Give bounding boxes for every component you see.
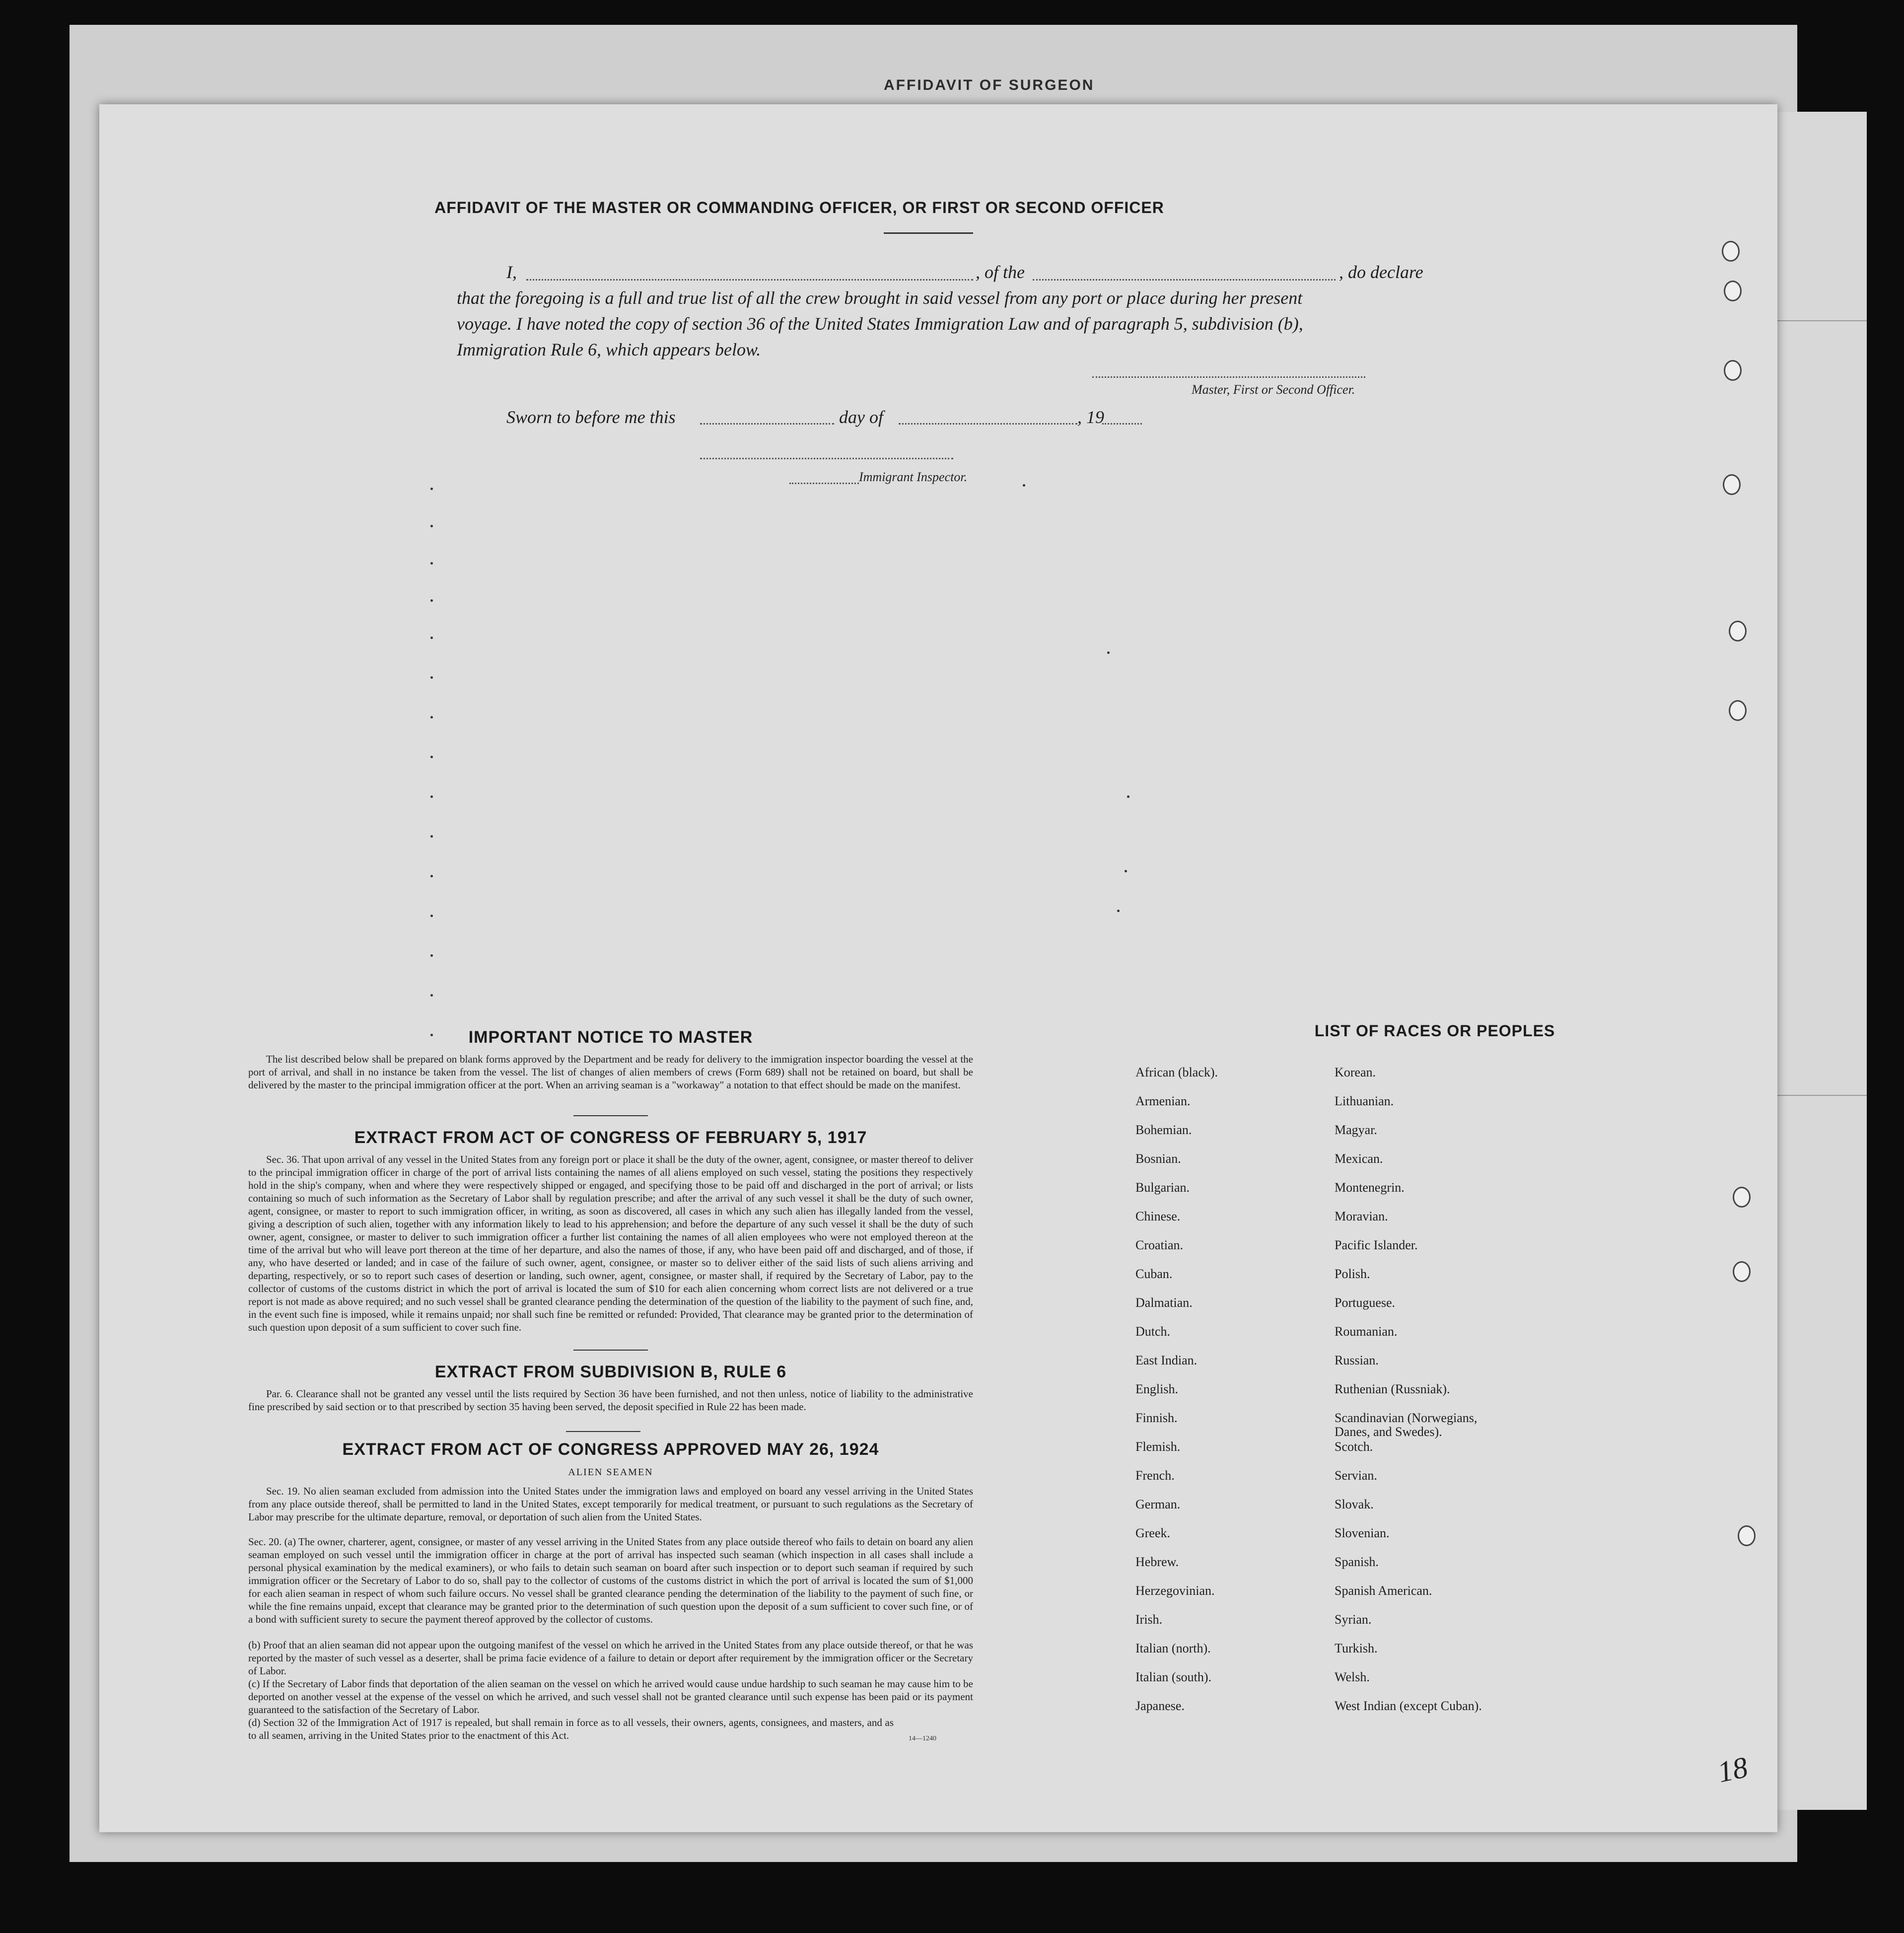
extract-rule6-text: Par. 6. Clearance shall not be granted any vessel until the lists required by Section 36 have been furnished, and not then unless, notice of liability to the administrative fine prescribed by said section or to that prescribed by section 35 having been served, the deposit specified in Rule 22 has been made. — [248, 1388, 973, 1413]
extract-1924-sec20a: Sec. 20. (a) The owner, charterer, agent, consignee, or master of any vessel arriving in the United States from any place outside thereof who fails to detain on board any alien seaman employed on such vessel until the immigration officer in charge at the port of arrival has inspected such seaman (which inspection in all cases shall include a personal physical examination by the medical examiners), or who fails to detain such seaman on board after such inspection or to deport such seaman if required by such immigration officer or the Secretary of Labor to do so, shall pay to the collector of customs of the customs district in which the port of arrival is located the sum of $1,000 for each alien seaman in respect of whom such failure occurs. No vessel shall be granted clearance pending the determination of the liability to the payment of such fine, or while the fine remains unpaid, except that clearance may be granted prior to the determination of such question upon the deposit of a sum sufficient to cover such fine, or of a bond with sufficient surety to secure the payment thereof approved by the collector of customs. — [248, 1536, 973, 1625]
race-item: Croatian. — [1135, 1238, 1184, 1252]
race-item: Roumanian. — [1335, 1324, 1398, 1339]
extract-1924-sec20b: (b) Proof that an alien seaman did not appear upon the outgoing manifest of the vessel on which he arrived in the United States from any place outside thereof, or that he was reported by the master of such vessel as a deserter, shall be prima facie evidence of a failure to detain or deport after requirement by the immigration officer or the Secretary of Labor. — [248, 1639, 973, 1677]
race-item: Welsh. — [1335, 1670, 1370, 1684]
sworn-year-field[interactable] — [1102, 423, 1142, 425]
stray-mark — [430, 875, 433, 877]
handwritten-page-number: 18 — [1714, 1750, 1751, 1789]
race-item: Scandinavian (Norwegians, Danes, and Swedes). — [1335, 1411, 1478, 1439]
race-item: Turkish. — [1335, 1641, 1378, 1655]
stray-mark — [1107, 651, 1110, 654]
race-item: Moravian. — [1335, 1209, 1388, 1223]
stray-mark — [1125, 870, 1127, 872]
race-item: Bulgarian. — [1135, 1180, 1190, 1195]
year-label: , 19 — [1077, 407, 1104, 427]
section-divider — [573, 1115, 648, 1116]
race-item: Japanese. — [1135, 1699, 1185, 1713]
extract-1924-sec20c: (c) If the Secretary of Labor finds that deportation of the alien seaman on the vessel on which he arrived would cause undue hardship to such seaman he may cause him to be deported on another vessel at the expense of the vessel on which he arrived, and such vessel shall not be granted clearance until such expense has been paid or its payment guaranteed to the satisfaction of the Secretary of Labor. — [248, 1678, 973, 1716]
race-item: Bosnian. — [1135, 1151, 1181, 1166]
form-number: 14—1240 — [909, 1735, 936, 1742]
stray-mark — [430, 525, 433, 527]
race-item: Servian. — [1335, 1468, 1377, 1483]
extract-1924-sec19: Sec. 19. No alien seaman excluded from admission into the United States under the immigration laws and employed on board any vessel arriving in the United States from any place outside thereof, shall be permitted to land in the United States, except temporarily for medical treatment, or pursuant to such regulations as the Secretary of Labor may prescribe for the ultimate departure, removal, or deportation of such alien from the United States. — [248, 1485, 973, 1523]
punch-hole — [1724, 360, 1742, 381]
stray-mark — [1117, 910, 1120, 912]
race-item: Greek. — [1135, 1526, 1171, 1540]
race-item: Dutch. — [1135, 1324, 1171, 1339]
underlying-sheet-title: AFFIDAVIT OF SURGEON — [884, 77, 1095, 93]
race-item: Armenian. — [1135, 1094, 1191, 1108]
race-item: Spanish American. — [1335, 1583, 1432, 1598]
race-item: Syrian. — [1335, 1612, 1372, 1627]
section-divider — [566, 1431, 640, 1432]
stray-mark — [430, 994, 433, 997]
race-item: Scotch. — [1335, 1439, 1373, 1454]
punch-hole — [1729, 621, 1747, 642]
races-title: LIST OF RACES OR PEOPLES — [1314, 1022, 1555, 1040]
race-item: Bohemian. — [1135, 1123, 1192, 1137]
race-item: French. — [1135, 1468, 1175, 1483]
extract-1917-text: Sec. 36. That upon arrival of any vessel in the United States from any foreign port or place it shall be the duty of the owner, agent, consignee, or master thereof to deliver to the principal immigration officer in charge of the port of arrival lists containing the names of all aliens employed on such vessel, stating the positions they respectively hold in the ship's company, when and where they were respectively shipped or engaged, and specifying those to be paid off and discharged in the port of arrival; or lists containing so much of such information as the Secretary of Labor shall by regulation prescribe; and after the arrival of any such vessel it shall be the duty of such owner, agent, consignee, or master to report to such immigration officer, in writing, as soon as discovered, all cases in which any such alien has illegally landed from the vessel, giving a description of such alien, together with any information likely to lead to his apprehension; and before the departure of any such vessel it shall be the duty of such owner, agent, consignee, or master to deliver to such immigration officer a further list containing the names of all alien employees who were not employed thereon at the time of the arrival but who will leave port thereon at the time of her departure, and also the names of those, if any, who have been paid off and discharged, and of those, if any, who have deserted or landed; and in case of the failure of such owner, agent, consignee, or master so to deliver either of the said lists of such aliens arriving and departing, respectively, or so to report such cases of desertion or landing, such owner, agent, consignee, or master shall, if required by the Secretary of Labor, pay to the collector of customs of the customs district in which the port of arrival is located the sum of $10 for each alien concerning whom correct lists are not delivered or a true report is not made as above required; and no such vessel shall be granted clearance pending the determination of the question of the liability to the payment of such fine, and, in the event such fine is imposed, while it remains unpaid; nor shall such fine be remitted or refunded: Provided, That clearance may be granted prior to the determination of such question upon deposit of a sum sufficient to cover such fine. — [248, 1153, 973, 1333]
stray-mark — [430, 795, 433, 798]
race-item: Slovenian. — [1335, 1526, 1390, 1540]
race-item: Portuguese. — [1335, 1295, 1396, 1310]
extract-1917-title: EXTRACT FROM ACT OF CONGRESS OF FEBRUARY 5, 1917 — [354, 1128, 867, 1147]
extract-1924-sec20d: (d) Section 32 of the Immigration Act of 1917 is repealed, but shall remain in force as to all vessels, their owners, agents, consignees, and masters, and as to all seamen, arriving in the United States prior to the enactment of this Act. — [248, 1717, 894, 1741]
inspector-signature-line — [789, 483, 859, 484]
affidavit-body-line: that the foregoing is a full and true list of all the crew brought in said vessel from any port or place during her present — [457, 288, 1303, 308]
extract-rule6-title: EXTRACT FROM SUBDIVISION B, RULE 6 — [434, 1362, 787, 1381]
do-declare-label: , do declare — [1339, 262, 1423, 282]
declarant-name-field[interactable] — [526, 279, 973, 281]
punch-hole — [1729, 700, 1747, 721]
race-item: Magyar. — [1335, 1123, 1377, 1137]
stray-mark — [430, 954, 433, 957]
race-item: Russian. — [1335, 1353, 1379, 1367]
race-item: German. — [1135, 1497, 1181, 1511]
race-item: East Indian. — [1135, 1353, 1198, 1367]
race-item: Italian (north). — [1135, 1641, 1211, 1655]
extract-1924-title: EXTRACT FROM ACT OF CONGRESS APPROVED MAY 26, 1924 — [342, 1440, 879, 1459]
race-item: Slovak. — [1335, 1497, 1374, 1511]
race-item: Ruthenian (Russniak). — [1335, 1382, 1450, 1396]
stray-mark — [430, 599, 433, 602]
race-item: Pacific Islander. — [1335, 1238, 1418, 1252]
sworn-month-field[interactable] — [899, 423, 1077, 425]
race-item: Mexican. — [1335, 1151, 1383, 1166]
race-item: Irish. — [1135, 1612, 1163, 1627]
inspector-signature-field[interactable] — [700, 458, 953, 459]
punch-hole — [1733, 1187, 1751, 1208]
race-item: Flemish. — [1135, 1439, 1181, 1454]
vessel-name-field[interactable] — [1033, 279, 1336, 281]
stray-mark — [430, 835, 433, 838]
day-of-label: day of — [839, 407, 883, 427]
stray-mark — [430, 637, 433, 639]
sworn-label: Sworn to before me this — [506, 407, 676, 427]
affidavit-body-line: voyage. I have noted the copy of section 36 of the United States Immigration Law and of paragraph 5, subdivision (b), — [457, 314, 1303, 334]
race-item: West Indian (except Cuban). — [1335, 1699, 1482, 1713]
race-item: Italian (south). — [1135, 1670, 1212, 1684]
section-divider — [573, 1350, 648, 1351]
punch-hole — [1733, 1261, 1751, 1282]
inspector-caption: Immigrant Inspector. — [859, 470, 968, 484]
notice-text: The list described below shall be prepared on blank forms approved by the Department and be ready for delivery to the immigration inspector boarding the vessel at the port of arrival, and shall in no instance be taken from the vessel. The list of changes of alien members of crews (Form 689) shall not be retained on board, but shall be delivered by the master to the principal immigration officer at the port. When an arriving seaman is a "workaway" a notation to that effect should be made on the manifest. — [248, 1053, 973, 1091]
punch-hole — [1723, 474, 1741, 495]
signature-caption: Master, First or Second Officer. — [1192, 382, 1355, 397]
punch-hole — [1724, 281, 1742, 301]
race-item: Spanish. — [1335, 1555, 1379, 1569]
notice-title: IMPORTANT NOTICE TO MASTER — [468, 1028, 753, 1047]
race-item: Cuban. — [1135, 1267, 1173, 1281]
stray-mark — [430, 562, 433, 565]
stray-mark — [430, 756, 433, 758]
extract-1924-subtitle: ALIEN SEAMEN — [568, 1467, 653, 1478]
race-item: African (black). — [1135, 1065, 1218, 1079]
stray-mark — [430, 488, 433, 490]
race-item: Herzegovinian. — [1135, 1583, 1215, 1598]
race-item: Finnish. — [1135, 1411, 1178, 1425]
punch-hole — [1722, 241, 1740, 262]
affidavit-title: AFFIDAVIT OF THE MASTER OR COMMANDING OFFICER, OR FIRST OR SECOND OFFICER — [434, 199, 1164, 216]
race-item: English. — [1135, 1382, 1178, 1396]
of-the-label: , of the — [976, 262, 1025, 282]
stray-mark — [430, 676, 433, 679]
race-item: Polish. — [1335, 1267, 1370, 1281]
race-item: Hebrew. — [1135, 1555, 1179, 1569]
race-item: Lithuanian. — [1335, 1094, 1394, 1108]
races-right-column — [1335, 1066, 1498, 1728]
declarant-label: I, — [506, 262, 517, 282]
punch-hole — [1738, 1525, 1756, 1546]
race-item: Chinese. — [1135, 1209, 1181, 1223]
affidavit-body-line: Immigration Rule 6, which appears below. — [457, 340, 761, 359]
title-rule — [884, 232, 973, 234]
stray-mark — [430, 716, 433, 718]
races-left-column — [1135, 1066, 1218, 1728]
affidavit-page — [99, 104, 1777, 1832]
stray-mark — [1127, 795, 1129, 798]
signature-field[interactable] — [1092, 376, 1365, 378]
race-item: Korean. — [1335, 1065, 1376, 1079]
stray-mark — [430, 915, 433, 917]
stray-mark — [1023, 484, 1025, 487]
race-item: Montenegrin. — [1335, 1180, 1405, 1195]
sworn-day-field[interactable] — [700, 423, 834, 425]
race-item: Dalmatian. — [1135, 1295, 1193, 1310]
